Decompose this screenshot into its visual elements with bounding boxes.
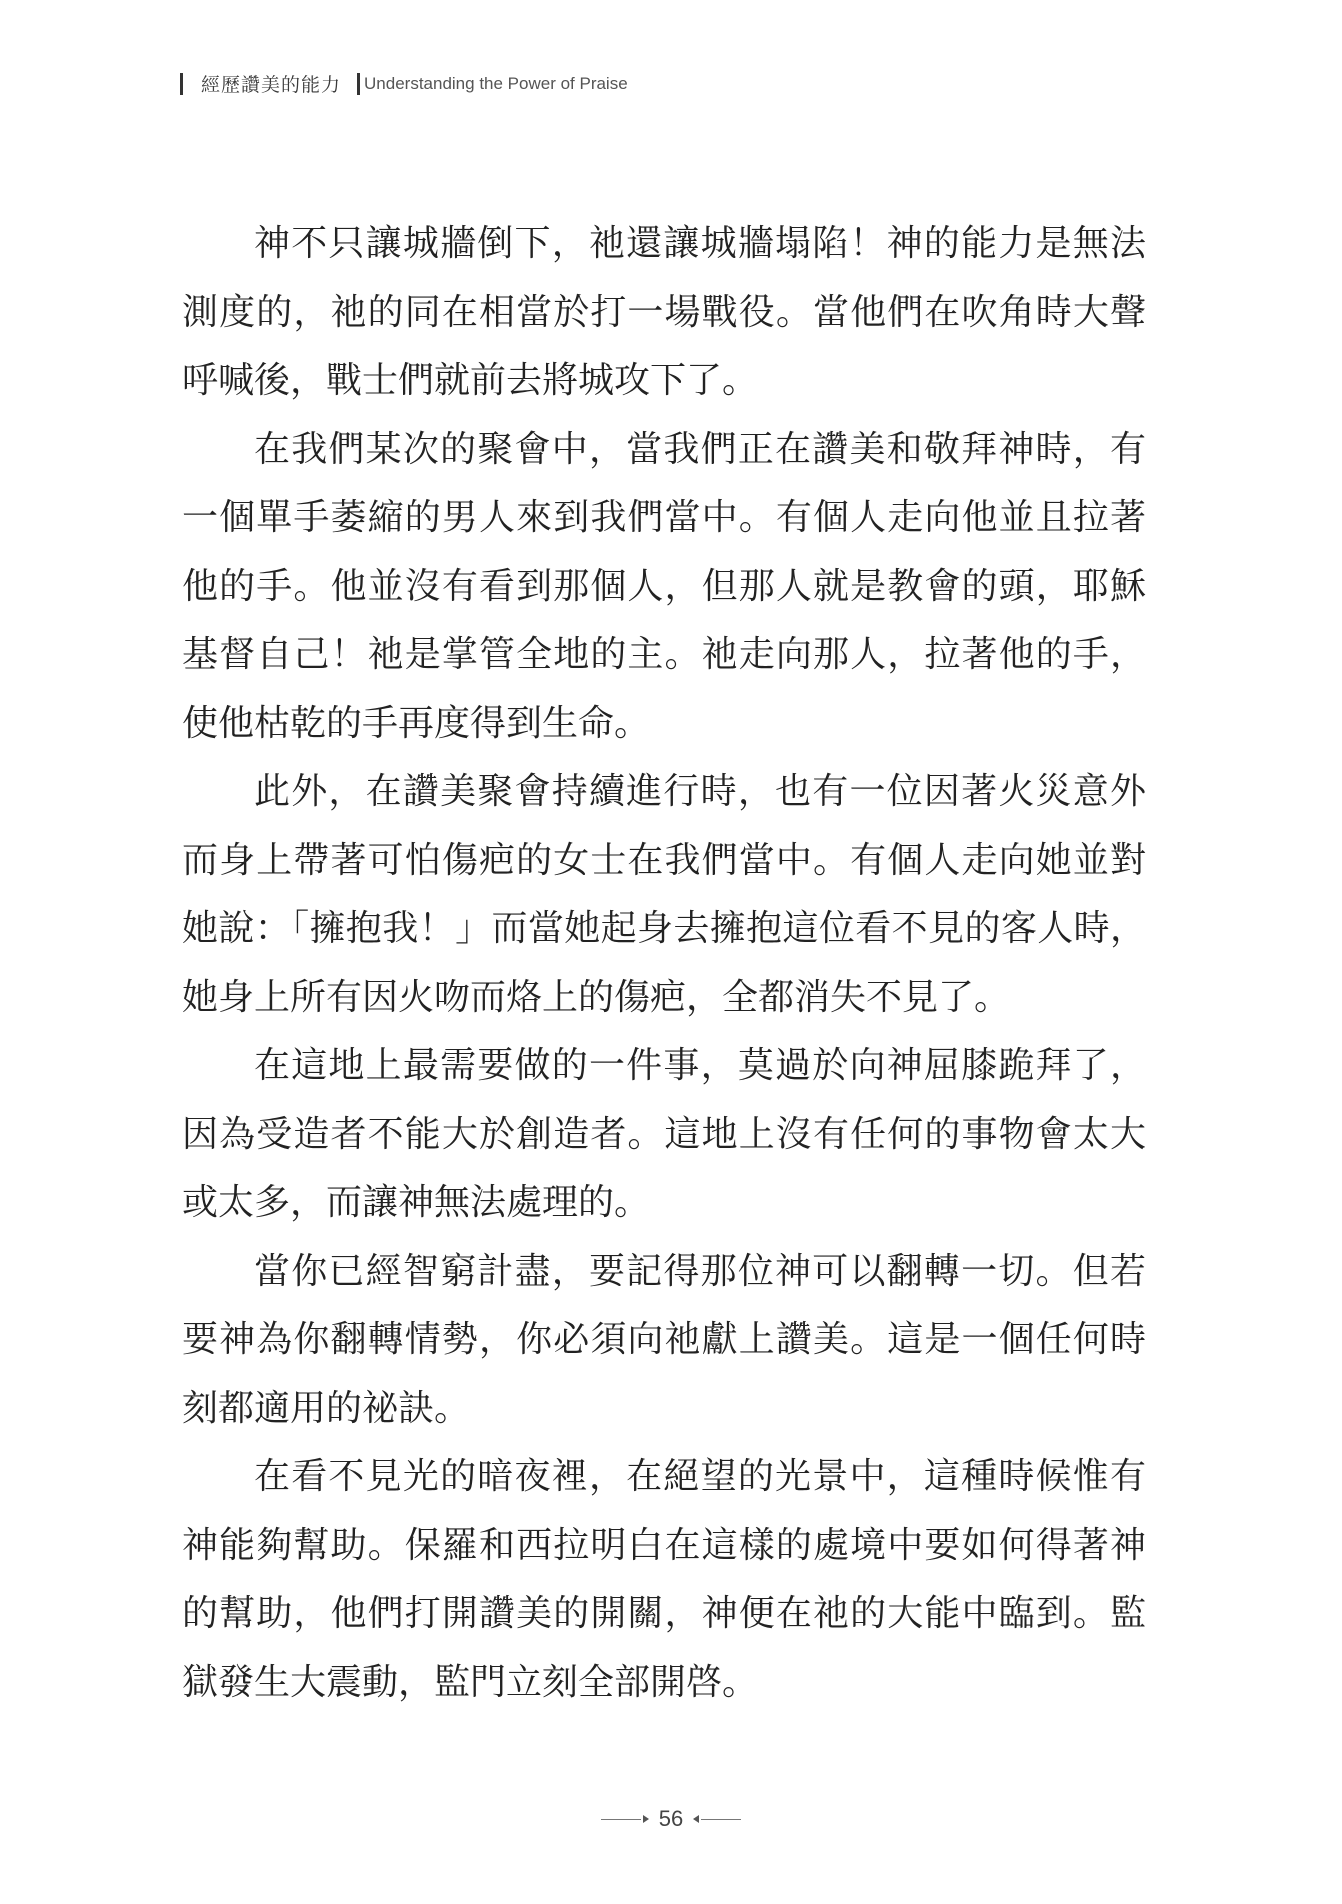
paragraph: 神不只讓城牆倒下，祂還讓城牆塌陷！神的能力是無法測度的，祂的同在相當於打一場戰役。當他們在吹角時大聲呼喊後，戰士們就前去將城攻下了。 — [182, 223, 1146, 401]
paragraph: 在這地上最需要做的一件事，莫過於向神屈膝跪拜了，因為受造者不能大於創造者。這地上沒有任何的事物會太大或太多，而讓神無法處理的。 — [182, 1045, 1146, 1223]
page-footer — [0, 1806, 1342, 1832]
paragraph: 在看不見光的暗夜裡，在絕望的光景中，這種時候惟有神能夠幫助。保羅和西拉明白在這樣的處境中要如何得著神的幫助，他們打開讚美的開關，神便在祂的大能中臨到。監獄發生大震動，監門立刻全部開啓。 — [182, 1456, 1146, 1703]
arrow-left-icon — [693, 1815, 699, 1823]
header-divider-bar — [357, 73, 360, 95]
running-header — [180, 70, 628, 97]
body-text — [182, 210, 1146, 1717]
paragraph: 當你已經智窮計盡，要記得那位神可以翻轉一切。但若要神為你翻轉情勢，你必須向祂獻上讚美。這是一個任何時刻都適用的祕訣。 — [182, 1250, 1146, 1429]
book-title-chinese: 經歷讚美的能力 — [201, 74, 342, 96]
paragraph: 此外，在讚美聚會持續進行時，也有一位因著火災意外而身上帶著可怕傷疤的女士在我們當中。有個人走向她並對她說：「擁抱我！」而當她起身去擁抱這位看不見的客人時，她身上所有因火吻而烙上的傷疤，全都消失不見了。 — [182, 771, 1146, 1018]
paragraph: 在我們某次的聚會中，當我們正在讚美和敬拜神時，有一個單手萎縮的男人來到我們當中。有個人走向他並且拉著他的手。他並沒有看到那個人，但那人就是教會的頭，耶穌基督自己！祂是掌管全地的主。祂走向那人，拉著他的手，使他枯乾的手再度得到生命。 — [182, 428, 1146, 744]
footer-rule-left — [601, 1819, 641, 1820]
footer-rule-right — [701, 1819, 741, 1820]
book-title-english: Understanding the Power of Praise — [364, 73, 628, 93]
arrow-right-icon — [643, 1815, 649, 1823]
header-divider-bar — [180, 73, 183, 95]
page-number: 56 — [658, 1806, 684, 1831]
